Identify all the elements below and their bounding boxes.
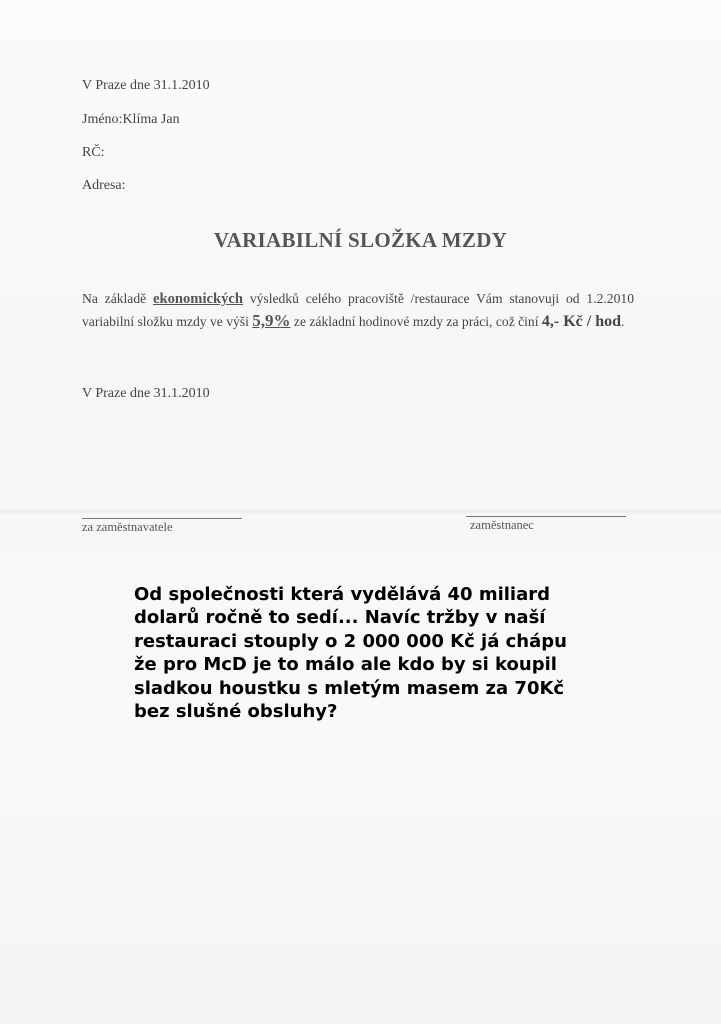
emphasis-economic: ekonomických — [153, 291, 243, 307]
date-line: V Praze dne 31.1.2010 — [82, 78, 210, 93]
overlay-comment: Od společnosti která vydělává 40 miliard dolarů ročně to sedí... Navíc tržby v naší restauraci stouply o 2 000 000 Kč já chápu že pro McD je to málo ale kdo by si koupil sladkou houstku s mletým masem za 70Kč bez slušné obsluhy? — [134, 584, 567, 723]
name-line: Jméno:Klíma Jan — [82, 112, 180, 127]
footer-date-line: V Praze dne 31.1.2010 — [82, 386, 210, 401]
body-text-4: . — [621, 314, 625, 329]
paper-fold — [0, 508, 721, 514]
hourly-amount: 4,- Kč / hod — [541, 313, 622, 330]
employer-signature-line — [82, 518, 242, 519]
body-paragraph — [82, 288, 634, 333]
body-text-1: Na základě — [82, 291, 153, 306]
employer-signature-label: za zaměstnavatele — [82, 520, 173, 534]
rc-line: RČ: — [82, 145, 105, 160]
employee-signature-label: zaměstnanec — [470, 518, 534, 532]
body-text-3: ze základní hodinové mzdy za práci, což činí — [290, 314, 542, 329]
emphasis-percentage: 5,9% — [252, 311, 291, 330]
employee-signature-line — [466, 516, 626, 517]
body-text-2: výsledků celého pracoviště /restaurace Vám stanovuji od 1.2.2010 variabilní složku mzdy ve výši — [82, 291, 634, 329]
document-title: VARIABILNÍ SLOŽKA MZDY — [213, 228, 508, 252]
address-line: Adresa: — [82, 178, 126, 193]
